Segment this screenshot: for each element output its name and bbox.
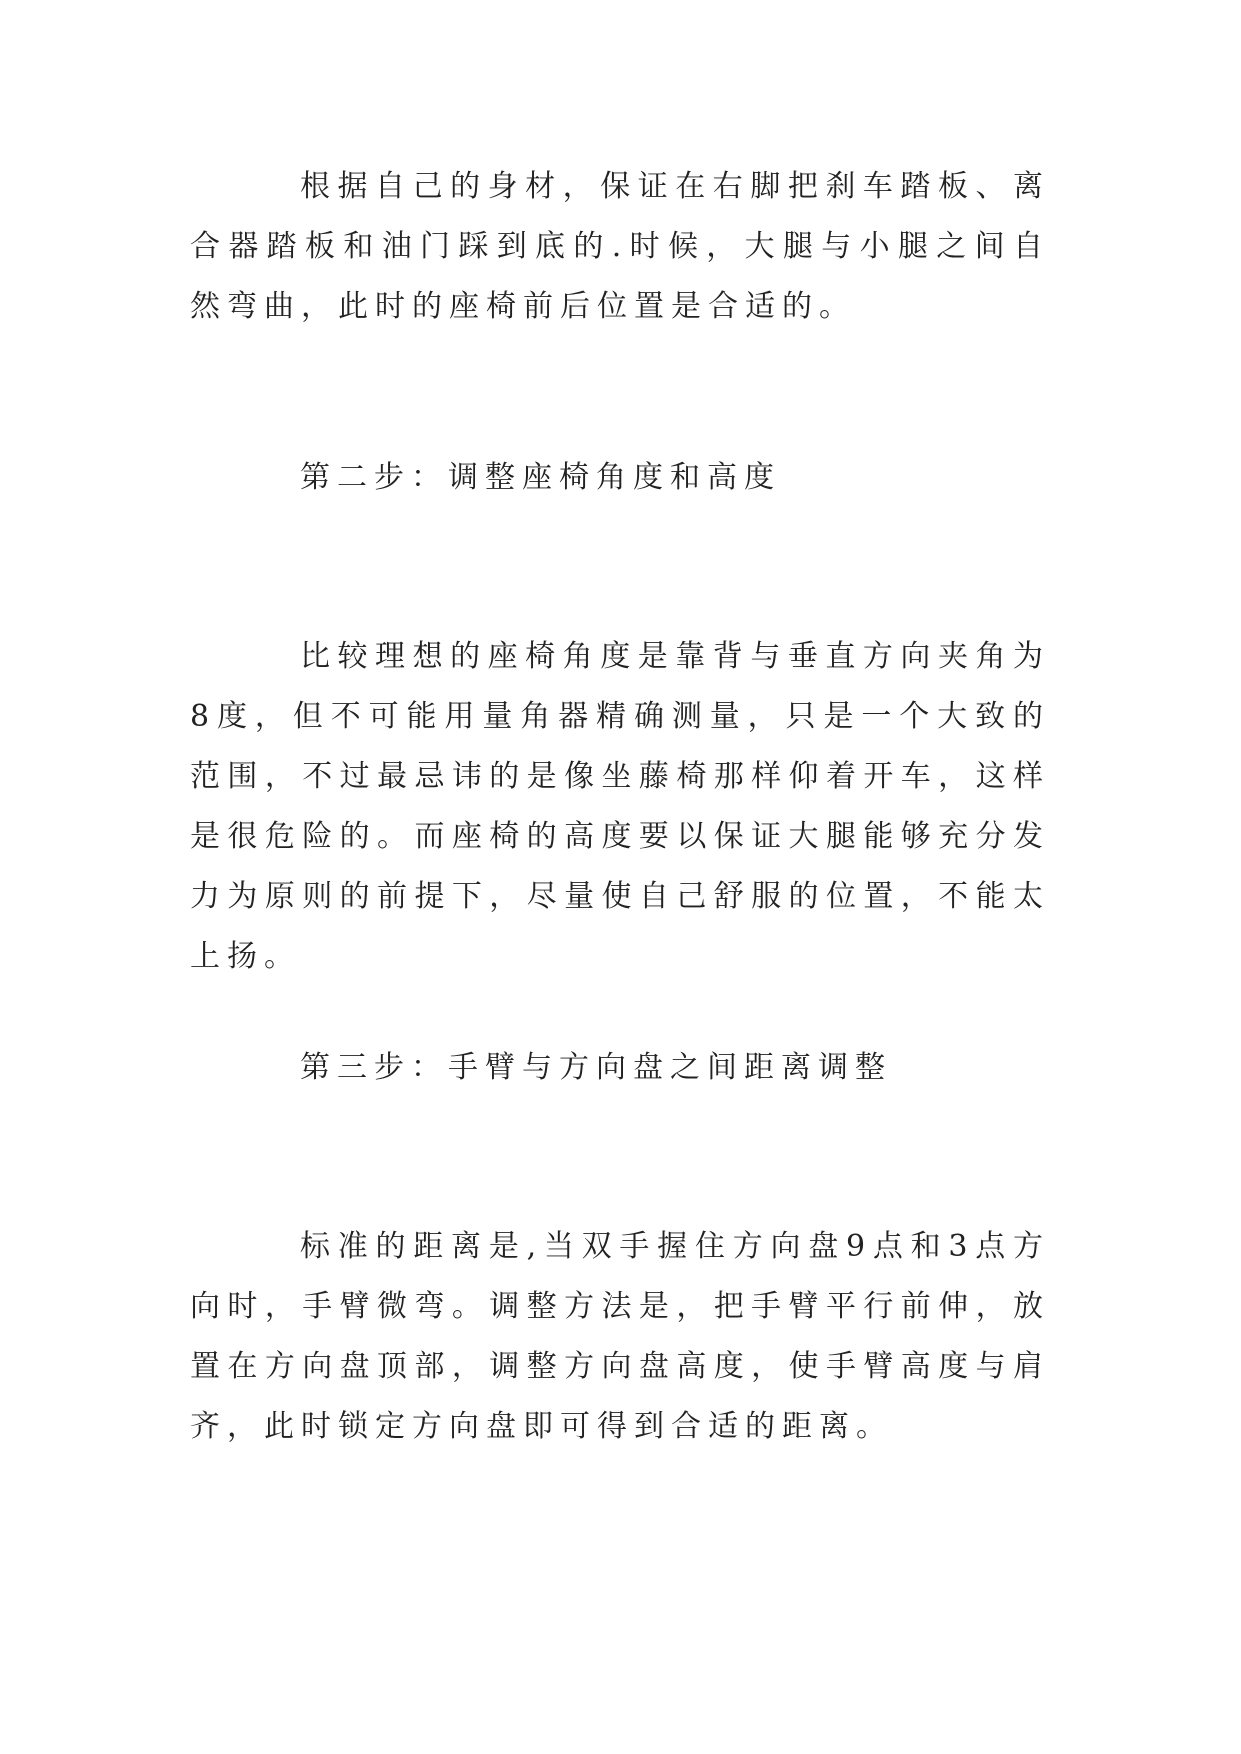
paragraph-seat-angle-height: 比较理想的座椅角度是靠背与垂直方向夹角为8度，但不可能用量角器精确测量，只是一个大致的范围，不过最忌讳的是像坐藤椅那样仰着开车，这样是很危险的。而座椅的高度要以保证大腿能够充分发力为原则的前提下，尽量使自己舒服的位置，不能太上扬。 — [190, 639, 1050, 974]
heading-step-two: 第二步：调整座椅角度和高度 — [300, 460, 781, 495]
paragraph-arm-wheel-distance: 标准的距离是,当双手握住方向盘9点和3点方向时，手臂微弯。调整方法是，把手臂平行前伸，放置在方向盘顶部，调整方向盘高度，使手臂高度与肩齐，此时锁定方向盘即可得到合适的距离。 — [190, 1229, 1050, 1444]
heading-step-three: 第三步：手臂与方向盘之间距离调整 — [300, 1050, 892, 1085]
paragraph-seat-position: 根据自己的身材，保证在右脚把刹车踏板、离合器踏板和油门踩到底的.时候，大腿与小腿之间自然弯曲，此时的座椅前后位置是合适的。 — [190, 169, 1050, 324]
